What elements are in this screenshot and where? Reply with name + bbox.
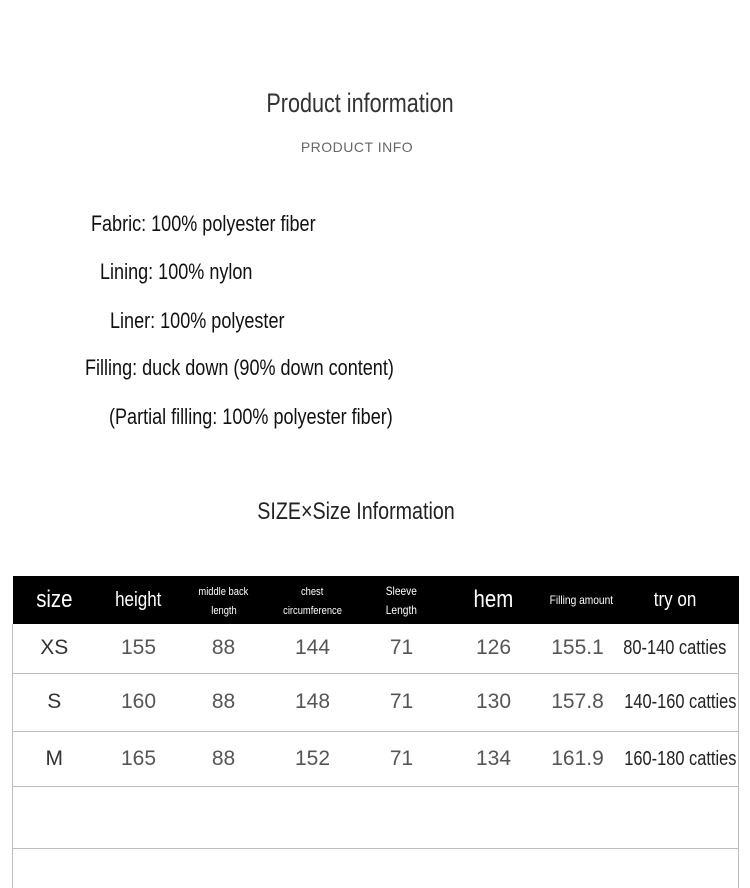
cell-height: 155: [96, 624, 182, 673]
cell-try-on: 80-140 catties: [612, 624, 739, 673]
cell-chest: 148: [266, 673, 360, 731]
cell-middle-back-length: 88: [182, 673, 266, 731]
table-row: [13, 673, 739, 731]
spec-fabric: Fabric: 100% polyester fiber: [91, 211, 316, 236]
cell-size: XS: [13, 624, 96, 673]
table-row: [13, 731, 739, 786]
cell-filling: 157.8: [544, 673, 612, 731]
cell-hem: 130: [444, 673, 544, 731]
size-information-title: SIZE×Size Information: [257, 498, 455, 525]
table-row-empty: [13, 848, 739, 888]
cell-try-on: 160-180 catties: [612, 731, 739, 786]
header-middle-back-length: middle back length: [182, 576, 266, 624]
table-header-row: [13, 576, 739, 624]
spec-filling: Filling: duck down (90% down content): [85, 355, 394, 380]
cell-hem: 134: [444, 731, 544, 786]
header-sleeve-length: Sleeve Length: [360, 576, 444, 624]
cell-height: 165: [96, 731, 182, 786]
product-info-title: Product information: [266, 88, 454, 118]
header-hem: hem: [444, 576, 544, 624]
cell-sleeve: 71: [360, 624, 444, 673]
cell-size: S: [13, 673, 96, 731]
cell-sleeve: 71: [360, 731, 444, 786]
header-chest-circumference: chest circumference: [266, 576, 360, 624]
cell-chest: 144: [266, 624, 360, 673]
cell-middle-back-length: 88: [182, 731, 266, 786]
cell-hem: 126: [444, 624, 544, 673]
spec-partial-filling: (Partial filling: 100% polyester fiber): [109, 404, 393, 429]
table-row-empty: [13, 786, 739, 848]
table-row: [13, 624, 739, 673]
product-info-subtitle: PRODUCT INFO: [300, 139, 414, 155]
header-height: height: [96, 576, 182, 624]
cell-sleeve: 71: [360, 673, 444, 731]
size-chart-table: [12, 576, 739, 888]
spec-lining: Lining: 100% nylon: [100, 259, 253, 284]
cell-try-on: 140-160 catties: [612, 673, 739, 731]
cell-filling: 155.1: [544, 624, 612, 673]
cell-chest: 152: [266, 731, 360, 786]
cell-middle-back-length: 88: [182, 624, 266, 673]
header-try-on: try on: [612, 576, 739, 624]
cell-height: 160: [96, 673, 182, 731]
cell-filling: 161.9: [544, 731, 612, 786]
header-filling-amount: Filling amount: [544, 576, 612, 624]
cell-size: M: [13, 731, 96, 786]
header-size: size: [13, 576, 96, 624]
spec-liner: Liner: 100% polyester: [110, 308, 285, 333]
